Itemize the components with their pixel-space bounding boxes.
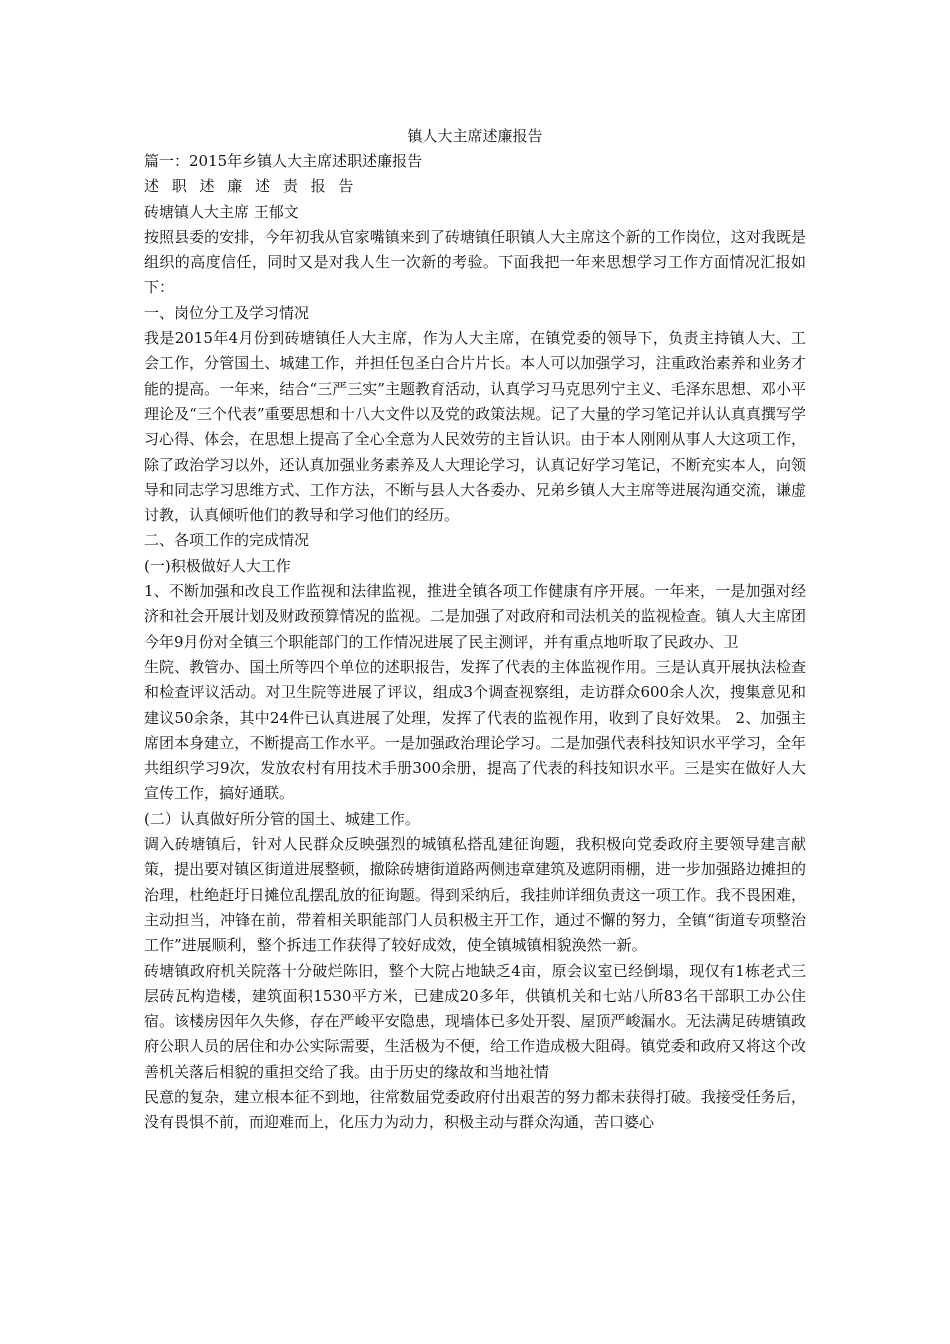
body-paragraph: 砖塘镇政府机关院落十分破烂陈旧，整个大院占地缺乏4亩，原会议室已经倒塌，现仅有1栋老式三层砖瓦构造楼，建筑面积1530平方米，已建成20多年，供镇机关和七站八所83名干部职工办公住宿。该楼房因年久失修，存在严峻平安隐患，现墙体已多处开裂、屋顶严峻漏水。无法满足砖塘镇政府公职人员的居住和办公实际需要，生活极为不便，给工作造成极大阻碍。镇党委和政府又将这个改善机关落后相貌的重担交给了我。由于历史的缘故和当地社情: [144, 961, 806, 1081]
document-title: 镇人大主席述廉报告: [407, 127, 543, 145]
subsection-heading: (一)积极做好人大工作: [144, 556, 291, 575]
subsection-heading: (二）认真做好所分管的国土、城建工作。: [144, 809, 420, 828]
section-heading: 一、岗位分工及学习情况: [144, 303, 310, 322]
body-paragraph: 1、不断加强和改良工作监视和法律监视，推进全镇各项工作健康有序开展。一年来，一是加强对经济和社会开展计划及财政预算情况的监视。二是加强了对政府和司法机关的监视检查。镇人大主席团今年9月份对全镇三个职能部门的工作情况进展了民主测评，并有重点地听取了民政办、卫: [144, 582, 806, 651]
body-paragraph: 民意的复杂，建立根本征不到地，往常数届党委政府付出艰苦的努力都未获得打破。我接受任务后，没有畏惧不前，而迎难而上，化压力为动力，积极主动与群众沟通，苦口婆心: [144, 1087, 806, 1132]
author-line: 砖塘镇人大主席 王郁文: [144, 202, 299, 221]
body-paragraph: 生院、教管办、国土所等四个单位的述职报告，发挥了代表的主体监视作用。三是认真开展执法检查和检查评议活动。对卫生院等进展了评议，组成3个调查视察组，走访群众600余人次，搜集意见和建议50余条，其中24件已认真进展了处理，发挥了代表的监视作用，收到了良好效果。 2、加强主席团本身建立，不断提高工作水平。一是加强政治理论学习。二是加强代表科技知识水平学习，全年共组织学习9次，发放农村有用技术手册300余册，提高了代表的科技知识水平。三是实在做好人大宣传工作，搞好通联。: [144, 657, 806, 803]
body-paragraph: 我是2015年4月份到砖塘镇任人大主席，作为人大主席，在镇党委的领导下，负责主持镇人大、工会工作，分管国土、城建工作，并担任包圣白合片片长。本人可以加强学习，注重政治素养和业务才能的提高。一年来，结合“三严三实”主题教育活动，认真学习马克思列宁主义、毛泽东思想、邓小平理论及“三个代表”重要思想和十八大文件以及党的政策法规。记了大量的学习笔记并认认真真撰写学习心得、体会，在思想上提高了全心全意为人民效劳的主旨认识。由于本人刚刚从事人大这项工作，除了政治学习以外，还认真加强业务素养及人大理论学习，认真记好学习笔记，不断充实本人，向领导和同志学习思维方式、工作方法，不断与县人大各委办、兄弟乡镇人大主席等进展沟通交流，谦虚讨教，认真倾听他们的教导和学习他们的经历。: [144, 329, 806, 525]
body-paragraph: 调入砖塘镇后，针对人民群众反映强烈的城镇私搭乱建征询题，我积极向党委政府主要领导建言献策，提出要对镇区街道进展整顿，撤除砖塘街道路两侧违章建筑及遮阴雨棚，进一步加强路边摊担的治理，杜绝赶圩日摊位乱摆乱放的征询题。得到采纳后，我挂帅详细负责这一项工作。我不畏困难，主动担当，冲锋在前，带着相关职能部门人员积极主开工作，通过不懈的努力，全镇“街道专项整治工作”进展顺利，整个拆违工作获得了较好成效，使全镇城镇相貌涣然一新。: [144, 835, 806, 955]
section-heading: 篇一：2015年乡镇人大主席述职述廉报告: [144, 152, 423, 170]
section-heading: 二、各项工作的完成情况: [144, 531, 310, 550]
body-paragraph: 按照县委的安排，今年初我从官家嘴镇来到了砖塘镇任职镇人大主席这个新的工作岗位，这对我既是组织的高度信任，同时又是对我人生一次新的考验。下面我把一年来思想学习工作方面情况汇报如下：: [144, 227, 806, 297]
document-body: [144, 149, 806, 1136]
report-subtitle: 述 职 述 廉 述 责 报 告: [144, 177, 358, 196]
